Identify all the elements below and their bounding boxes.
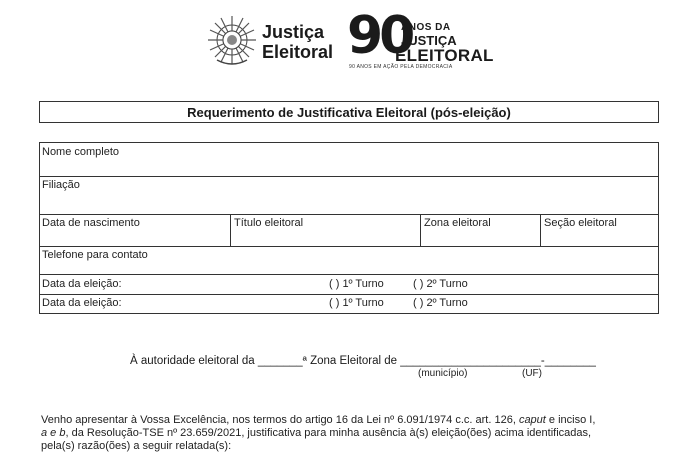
autoridade-line: À autoridade eleitoral da _______ª Zona Eleitoral de ______________________-________ xyxy=(130,355,596,367)
anniv-line2: JUSTIÇA xyxy=(401,33,457,48)
checkbox-2-turno-2[interactable]: ( ) 2º Turno xyxy=(413,297,468,309)
row-telefone[interactable] xyxy=(40,247,658,275)
label-zona: Zona eleitoral xyxy=(424,217,491,229)
row-nome[interactable] xyxy=(40,143,658,177)
anniv-number: 90 xyxy=(347,6,412,66)
request-form xyxy=(39,142,659,314)
para-line-1-italic: caput xyxy=(518,414,546,426)
form-title-box xyxy=(39,101,659,123)
label-nascimento: Data de nascimento xyxy=(42,217,140,229)
brand-title xyxy=(262,22,333,62)
brand-line1: Justiça xyxy=(262,22,325,42)
form-title: Requerimento de Justificativa Eleitoral (pós-eleição) xyxy=(187,104,511,120)
label-telefone: Telefone para contato xyxy=(42,249,148,261)
label-filiacao: Filiação xyxy=(42,179,80,191)
row-eleicao-2 xyxy=(40,295,658,313)
divider xyxy=(230,215,231,246)
row-filiacao[interactable] xyxy=(40,177,658,215)
divider xyxy=(540,215,541,246)
checkbox-1-turno-1[interactable]: ( ) 1º Turno xyxy=(329,278,384,290)
anniv-line3: ELEITORAL xyxy=(395,46,494,65)
label-eleicao-1: Data da eleição: xyxy=(42,278,122,290)
anniv-line1: ANOS DA xyxy=(401,22,451,33)
para-line-2-b: , da Resolução-TSE nº 23.659/2021, justificativa para minha ausência à(s) eleição(ões) acima identificadas, xyxy=(65,427,592,439)
justification-paragraph xyxy=(41,414,661,453)
anniv-logo xyxy=(347,6,494,70)
checkbox-1-turno-2[interactable]: ( ) 1º Turno xyxy=(329,297,384,309)
para-line-1-a: Venho apresentar à Vossa Excelência, nos termos do artigo 16 da Lei nº 6.091/1974 c.c. art. 126, xyxy=(41,414,519,426)
row-eleicao-1 xyxy=(40,275,658,295)
brand-line2: Eleitoral xyxy=(262,42,334,62)
para-line-1 xyxy=(41,414,661,427)
header xyxy=(0,6,700,70)
uf-caption: (UF) xyxy=(522,368,542,379)
label-secao: Seção eleitoral xyxy=(544,217,617,229)
label-nome: Nome completo xyxy=(42,146,120,158)
para-line-2-italic: a e b xyxy=(41,427,66,439)
label-titulo: Título eleitoral xyxy=(234,217,304,229)
divider xyxy=(420,215,421,246)
para-line-3: pela(s) razão(ões) a seguir relatada(s): xyxy=(41,440,232,452)
para-line-2 xyxy=(41,427,661,440)
label-eleicao-2: Data da eleição: xyxy=(42,297,122,309)
municipio-caption: (município) xyxy=(418,368,468,379)
anniv-tagline: 90 ANOS EM AÇÃO PELA DEMOCRACIA xyxy=(349,64,453,70)
para-line-1-b: e inciso I, xyxy=(545,414,596,426)
brasao-seal-icon xyxy=(207,14,257,68)
row-dados xyxy=(40,215,658,247)
checkbox-2-turno-1[interactable]: ( ) 2º Turno xyxy=(413,278,468,290)
